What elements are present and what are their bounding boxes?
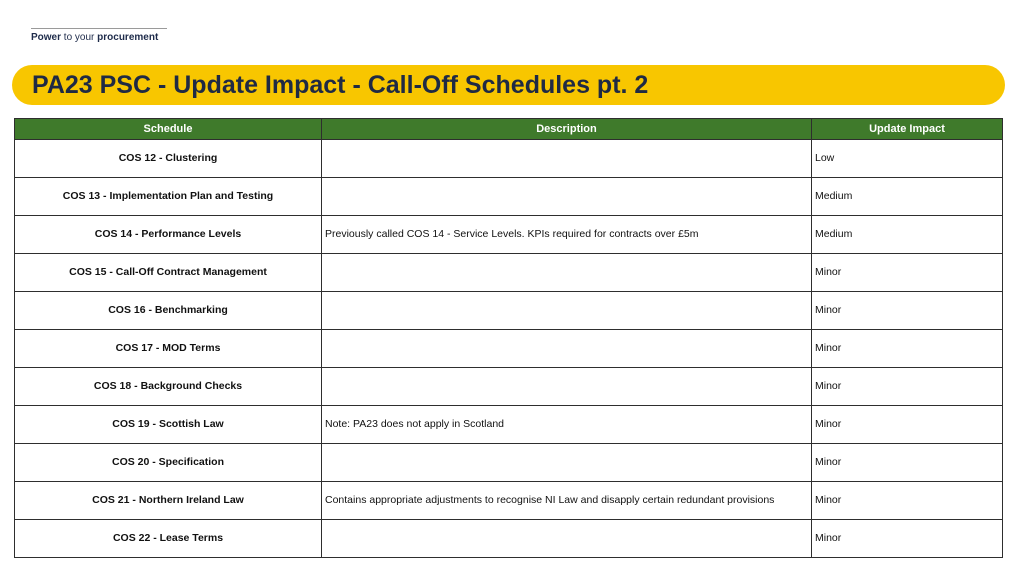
description-cell: Contains appropriate adjustments to recognise NI Law and disapply certain redundant provisions — [322, 482, 812, 520]
brand-strong-2: procurement — [97, 32, 159, 43]
schedule-cell: COS 14 - Performance Levels — [15, 216, 322, 254]
impact-cell: Minor — [812, 368, 1003, 406]
header-schedule: Schedule — [15, 119, 322, 140]
schedule-cell: COS 19 - Scottish Law — [15, 406, 322, 444]
table-row — [15, 330, 1003, 368]
impact-cell: Medium — [812, 216, 1003, 254]
description-cell: Previously called COS 14 - Service Levels. KPIs required for contracts over £5m — [322, 216, 812, 254]
schedule-cell: COS 18 - Background Checks — [15, 368, 322, 406]
schedule-cell: COS 15 - Call-Off Contract Management — [15, 254, 322, 292]
impact-cell: Minor — [812, 444, 1003, 482]
table-row — [15, 178, 1003, 216]
schedule-cell: COS 17 - MOD Terms — [15, 330, 322, 368]
description-cell — [322, 330, 812, 368]
impact-cell: Minor — [812, 254, 1003, 292]
schedule-cell: COS 13 - Implementation Plan and Testing — [15, 178, 322, 216]
schedule-cell: COS 21 - Northern Ireland Law — [15, 482, 322, 520]
table-row — [15, 292, 1003, 330]
impact-cell: Minor — [812, 482, 1003, 520]
header-description: Description — [322, 119, 812, 140]
table-row — [15, 216, 1003, 254]
schedule-table — [14, 118, 1003, 558]
table-row — [15, 520, 1003, 558]
impact-cell: Minor — [812, 330, 1003, 368]
description-cell — [322, 444, 812, 482]
schedule-cell: COS 12 - Clustering — [15, 140, 322, 178]
header-update-impact: Update Impact — [812, 119, 1003, 140]
brand-logo — [31, 28, 167, 43]
description-cell — [322, 254, 812, 292]
description-cell: Note: PA23 does not apply in Scotland — [322, 406, 812, 444]
table-row — [15, 444, 1003, 482]
description-cell — [322, 368, 812, 406]
impact-cell: Minor — [812, 292, 1003, 330]
title-bar — [12, 65, 1005, 105]
brand-strong-1: Power — [31, 32, 62, 43]
brand-text — [31, 32, 167, 43]
schedule-cell: COS 16 - Benchmarking — [15, 292, 322, 330]
table-row — [15, 368, 1003, 406]
table-row — [15, 254, 1003, 292]
impact-cell: Medium — [812, 178, 1003, 216]
description-cell — [322, 140, 812, 178]
description-cell — [322, 292, 812, 330]
impact-cell: Minor — [812, 520, 1003, 558]
schedule-cell: COS 20 - Specification — [15, 444, 322, 482]
table-row — [15, 482, 1003, 520]
table-row — [15, 140, 1003, 178]
impact-cell: Minor — [812, 406, 1003, 444]
brand-light: to your — [61, 32, 98, 43]
brand-rule — [31, 28, 167, 29]
schedule-cell: COS 22 - Lease Terms — [15, 520, 322, 558]
impact-cell: Low — [812, 140, 1003, 178]
description-cell — [322, 178, 812, 216]
table-row — [15, 406, 1003, 444]
page-title: PA23 PSC - Update Impact - Call-Off Schedules pt. 2 — [32, 71, 649, 99]
description-cell — [322, 520, 812, 558]
table-header-row — [15, 119, 1003, 140]
